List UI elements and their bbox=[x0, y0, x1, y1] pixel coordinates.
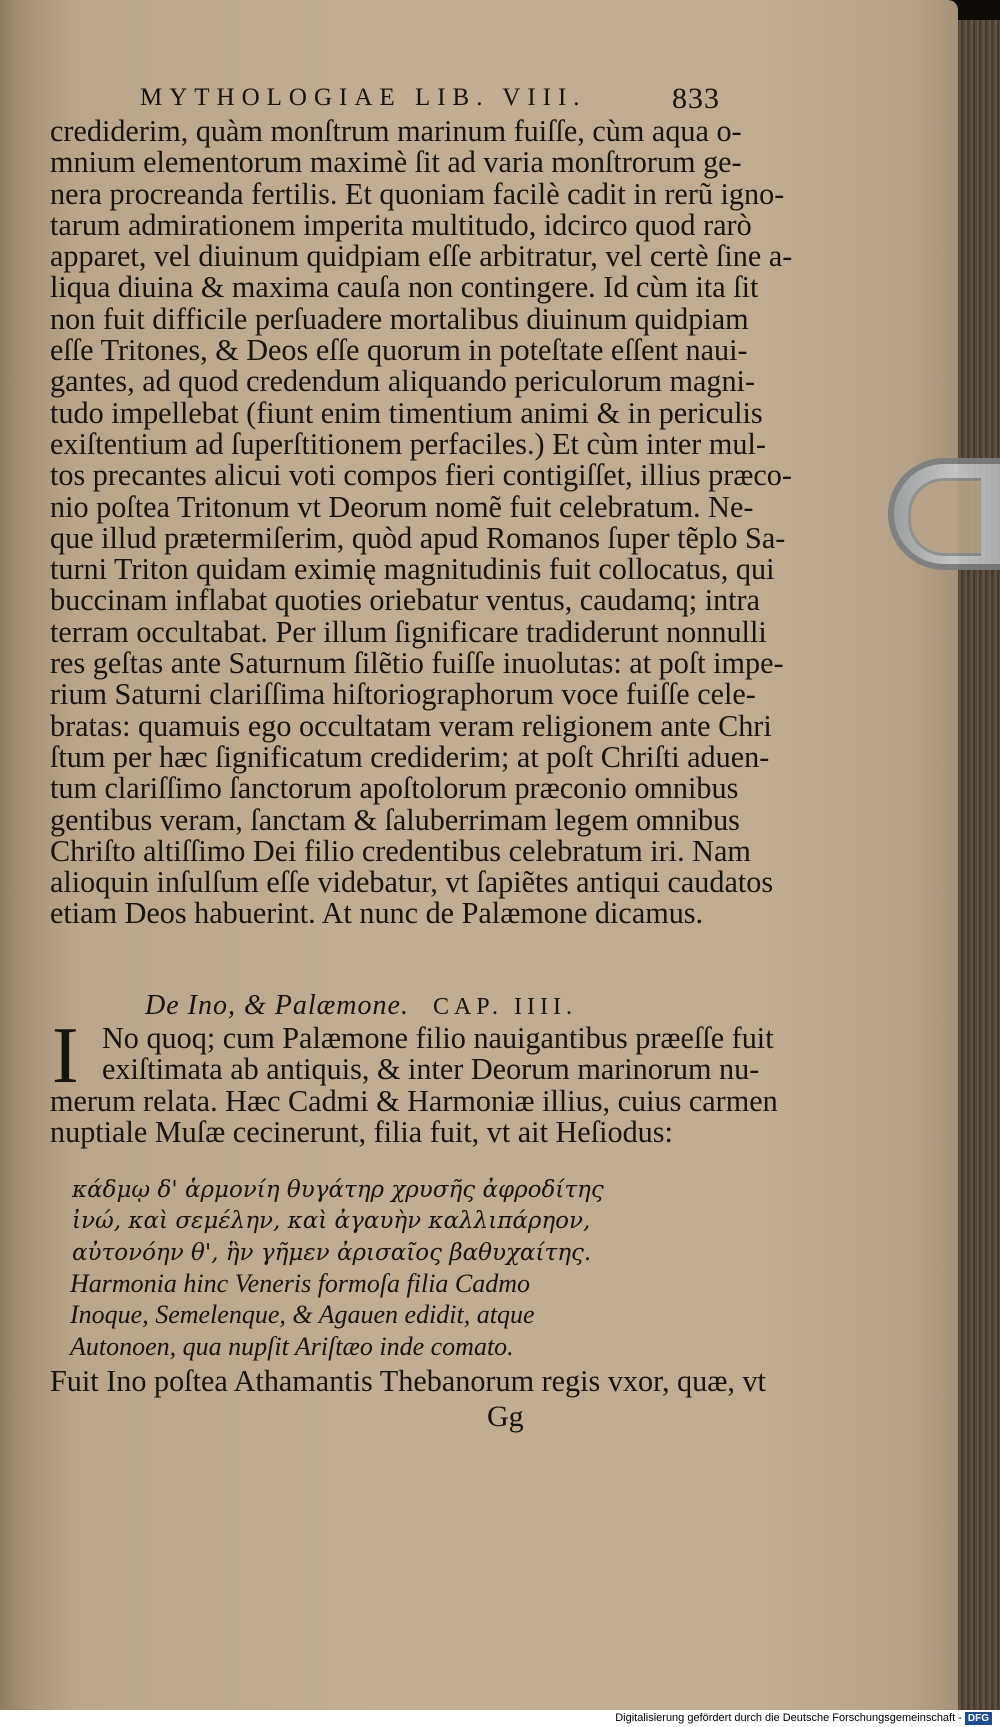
text-line: tum clariſſimo ſanctorum apoſtolorum præconio omnibus bbox=[50, 771, 739, 806]
text-line: tudo impellebat (fiunt enim timentium animi & in periculis bbox=[50, 395, 763, 430]
text-line: Autonoen, qua nupſit Ariſtæo inde comato. bbox=[70, 1331, 514, 1361]
text-line: nera procreanda fertilis. Et quoniam facilè cadit in rerũ igno- bbox=[50, 176, 785, 211]
body-text bbox=[50, 114, 793, 931]
text-line: Chriſto altiſſimo Dei filio credentibus celebratum iri. Nam bbox=[50, 833, 751, 868]
metal-clip bbox=[888, 458, 1000, 570]
chapter-cap-label: CAP. IIII. bbox=[432, 994, 577, 1020]
text-line: ἰνώ, καὶ σεμέλην, καὶ ἀγαυὴν καλλιπάρηον, bbox=[72, 1208, 591, 1235]
running-head: MYTHOLOGIAE LIB. VIII. bbox=[140, 84, 587, 111]
text-line: gantes, ad quod credendum aliquando periculorum magni- bbox=[50, 364, 755, 399]
text-line: alioquin inſulſum eſſe videbatur, vt ſapiẽtes antiqui caudatos bbox=[50, 865, 774, 900]
chapter-text bbox=[50, 1021, 778, 1149]
dfg-logo: DFG bbox=[965, 1712, 992, 1725]
digitization-footer bbox=[0, 1710, 1000, 1727]
text-line: No quoq; cum Palæmone filio nauigantibus præeſſe fuit bbox=[102, 1021, 774, 1055]
footer-text: Digitalisierung gefördert durch die Deutsche Forschungsgemeinschaft - bbox=[615, 1712, 962, 1724]
text-line: turni Triton quidam eximię magnitudinis fuit collocatus, qui bbox=[50, 552, 775, 587]
clip-opening bbox=[908, 478, 981, 556]
text-line: apparet, vel diuinum quidpiam eſſe arbitratur, vel certè ſine a- bbox=[50, 239, 793, 274]
text-line: Harmonia hinc Veneris formoſa filia Cadmo bbox=[70, 1269, 531, 1298]
text-line: αὐτονόην θ', ἣν γῆμεν ἀρισαῖος βαθυχαίτης. bbox=[72, 1239, 592, 1266]
text-line: exiſtentium ad ſuperſtitionem perfaciles.) Et cùm inter mul- bbox=[50, 426, 766, 461]
latin-verse bbox=[70, 1268, 535, 1362]
text-line: κάδμῳ δ' ἁρμονίη θυγάτηρ χρυσῆς ἀφροδίτης bbox=[72, 1177, 604, 1203]
text-line: eſſe Tritones, & Deos eſſe quorum in poteſtate eſſent naui- bbox=[50, 333, 748, 368]
text-line: nuptiale Muſæ cecinerunt, filia fuit, vt ait Heſiodus: bbox=[50, 1114, 673, 1149]
text-line: crediderim, quàm monſtrum marinum fuiſſe, cùm aqua o- bbox=[50, 114, 742, 148]
signature-mark: Gg bbox=[487, 1400, 524, 1433]
text-line: res geſtas ante Saturnum ſilẽtio fuiſſe inuolutas: at poſt impe- bbox=[50, 646, 784, 681]
text-line: gentibus veram, ſanctam & ſaluberrimam legem omnibus bbox=[50, 802, 740, 837]
text-line: nio poſtea Tritonum vt Deorum nomẽ fuit celebratum. Ne- bbox=[50, 489, 754, 524]
text-line: etiam Deos habuerint. At nunc de Palæmone dicamus. bbox=[50, 896, 704, 931]
text-line: bratas: quamuis ego occultatam veram religionem ante Chri bbox=[50, 708, 772, 743]
text-line: tos precantes alicui voti compos fieri contigiſſet, illius præco- bbox=[50, 458, 792, 493]
greek-verse bbox=[72, 1174, 604, 1268]
text-line: liqua diuina & maxima cauſa non contingere. Id cùm ita ſit bbox=[50, 270, 759, 305]
text-line: tarum admirationem imperita multitudo, idcirco quod rarò bbox=[50, 207, 752, 242]
page-edges bbox=[958, 20, 1000, 1710]
text-line: non fuit difficile perſuadere mortalibus diuinum quidpiam bbox=[50, 301, 749, 336]
final-line: Fuit Ino poſtea Athamantis Thebanorum regis vxor, quæ, vt bbox=[50, 1364, 766, 1398]
text-line: merum relata. Hæc Cadmi & Harmoniæ illius, cuius carmen bbox=[50, 1083, 778, 1118]
page-number: 833 bbox=[672, 82, 720, 115]
text-line: mnium elementorum maximè ſit ad varia monſtrorum ge- bbox=[50, 145, 742, 180]
text-line: rium Saturni clariſſima hiſtoriographorum voce fuiſſe cele- bbox=[50, 677, 756, 712]
text-line: buccinam inflabat quoties oriebatur ventus, caudamq; intra bbox=[50, 583, 761, 618]
chapter-heading bbox=[145, 990, 577, 1022]
text-line: que illud prætermiſerim, quòd apud Romanos ſuper tẽplo Sa- bbox=[50, 520, 786, 555]
text-line: terram occultabat. Per illum ſignificare tradiderunt nonnulli bbox=[50, 614, 767, 649]
chapter-title: De Ino, & Palæmone. bbox=[145, 990, 409, 1021]
text-line: Inoque, Semelenque, & Agauen edidit, atque bbox=[70, 1300, 535, 1330]
text-line: ſtum per hæc ſignificatum crediderim; at poſt Chriſti aduen- bbox=[50, 739, 770, 774]
text-line: exiſtimata ab antiquis, & inter Deorum marinorum nu- bbox=[102, 1052, 760, 1087]
drop-initial: I bbox=[52, 1012, 79, 1100]
